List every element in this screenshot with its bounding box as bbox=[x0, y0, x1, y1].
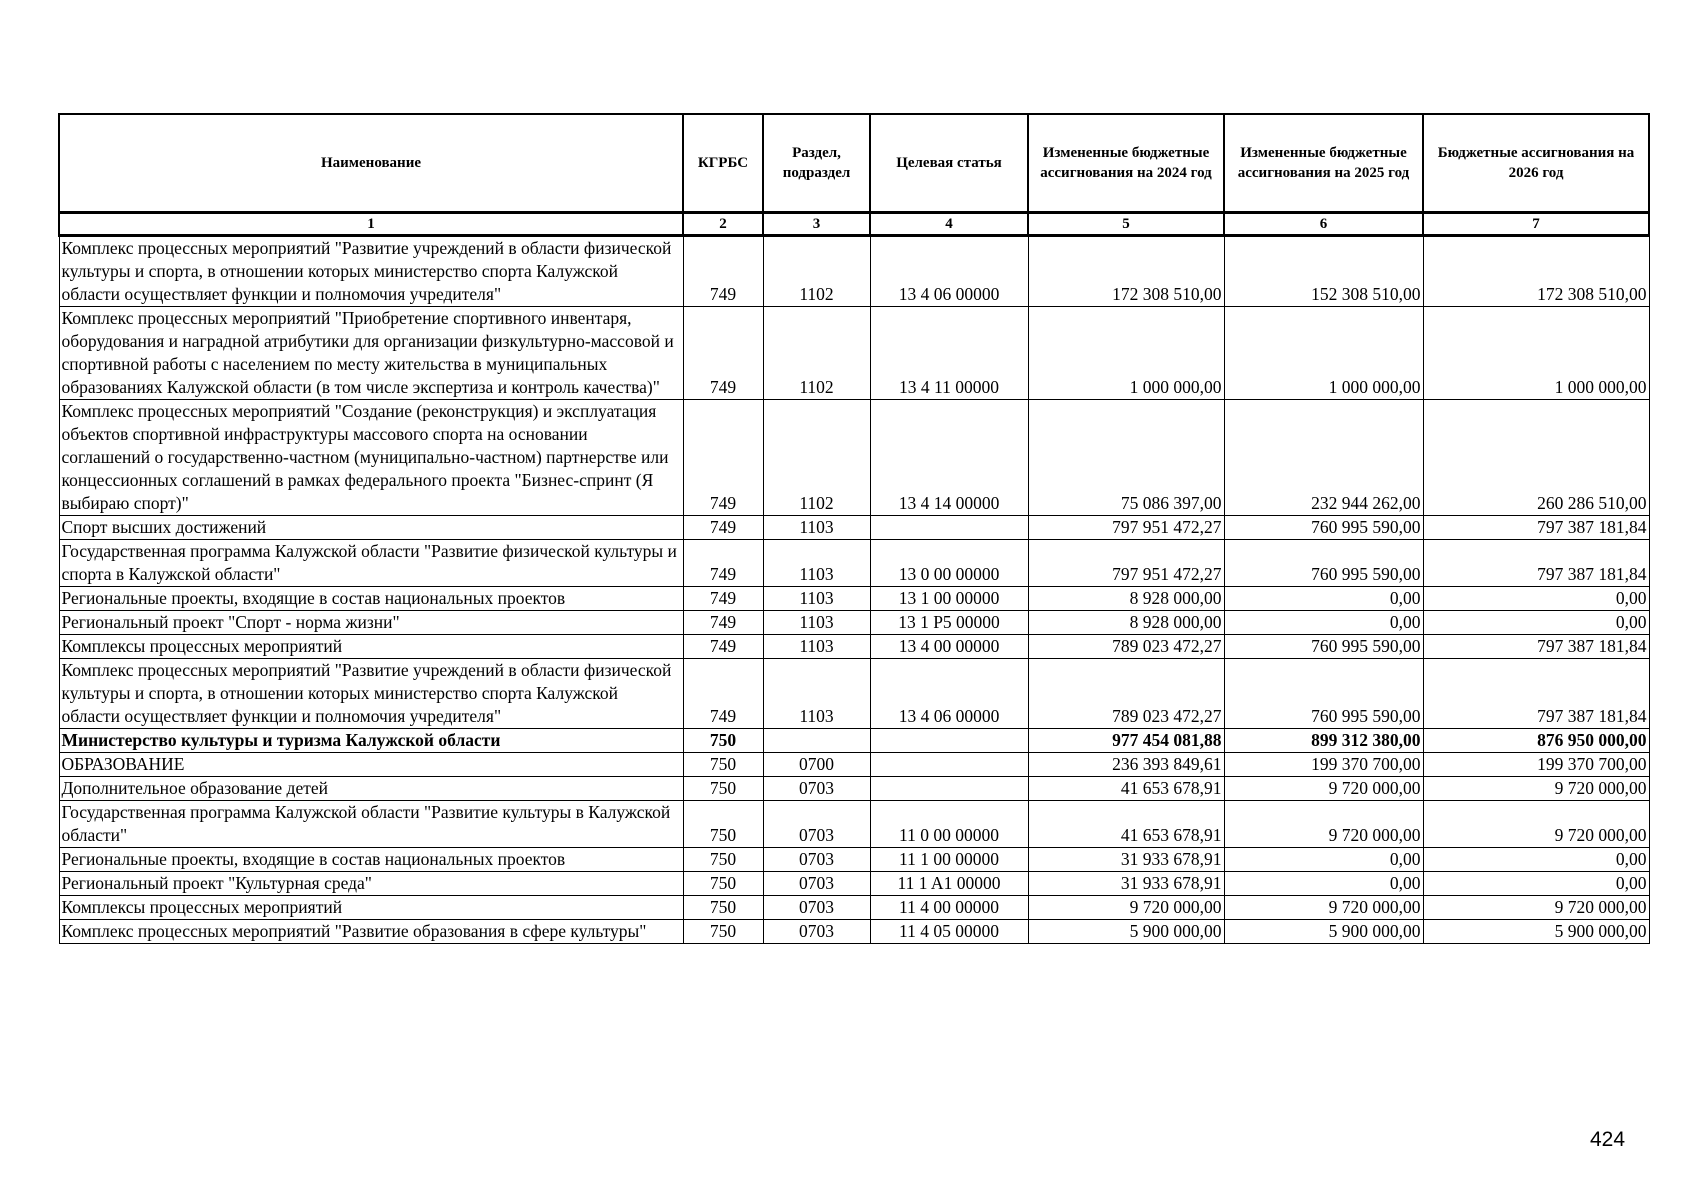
row-section: 1103 bbox=[763, 540, 870, 587]
row-target-article: 13 4 00 00000 bbox=[870, 635, 1028, 659]
row-allocation-2026: 0,00 bbox=[1423, 872, 1649, 896]
row-section: 1103 bbox=[763, 587, 870, 611]
column-number: 2 bbox=[683, 213, 763, 236]
budget-table-container bbox=[58, 113, 1648, 944]
row-section: 0703 bbox=[763, 920, 870, 944]
row-name: Региональные проекты, входящие в состав национальных проектов bbox=[59, 587, 683, 611]
row-section: 1103 bbox=[763, 516, 870, 540]
row-allocation-2025: 760 995 590,00 bbox=[1224, 635, 1423, 659]
row-name: ОБРАЗОВАНИЕ bbox=[59, 753, 683, 777]
table-row bbox=[59, 848, 1649, 872]
row-allocation-2024: 8 928 000,00 bbox=[1028, 587, 1224, 611]
row-allocation-2025: 760 995 590,00 bbox=[1224, 540, 1423, 587]
row-name: Государственная программа Калужской области "Развитие физической культуры и спорта в Калужской области" bbox=[59, 540, 683, 587]
row-allocation-2024: 797 951 472,27 bbox=[1028, 516, 1224, 540]
row-kgrbs: 750 bbox=[683, 753, 763, 777]
table-row bbox=[59, 540, 1649, 587]
row-allocation-2025: 199 370 700,00 bbox=[1224, 753, 1423, 777]
row-allocation-2024: 41 653 678,91 bbox=[1028, 777, 1224, 801]
row-target-article bbox=[870, 753, 1028, 777]
column-number-row bbox=[59, 213, 1649, 236]
column-number: 4 bbox=[870, 213, 1028, 236]
table-header-row bbox=[59, 114, 1649, 213]
row-section: 1102 bbox=[763, 400, 870, 516]
row-kgrbs: 749 bbox=[683, 540, 763, 587]
header-allocation-2026: Бюджетные ассигнования на 2026 год bbox=[1423, 114, 1649, 213]
table-row bbox=[59, 516, 1649, 540]
row-section: 0703 bbox=[763, 896, 870, 920]
row-target-article: 13 4 11 00000 bbox=[870, 307, 1028, 400]
header-name: Наименование bbox=[59, 114, 683, 213]
row-kgrbs: 749 bbox=[683, 587, 763, 611]
row-allocation-2024: 977 454 081,88 bbox=[1028, 729, 1224, 753]
row-allocation-2025: 9 720 000,00 bbox=[1224, 801, 1423, 848]
row-section: 1102 bbox=[763, 236, 870, 307]
row-allocation-2026: 260 286 510,00 bbox=[1423, 400, 1649, 516]
row-allocation-2024: 31 933 678,91 bbox=[1028, 848, 1224, 872]
row-target-article: 11 1 00 00000 bbox=[870, 848, 1028, 872]
row-section: 0703 bbox=[763, 801, 870, 848]
row-kgrbs: 749 bbox=[683, 516, 763, 540]
row-target-article: 11 1 A1 00000 bbox=[870, 872, 1028, 896]
header-allocation-2025: Измененные бюджетные ассигнования на 2025 год bbox=[1224, 114, 1423, 213]
row-allocation-2025: 0,00 bbox=[1224, 872, 1423, 896]
row-kgrbs: 749 bbox=[683, 659, 763, 729]
row-target-article: 11 0 00 00000 bbox=[870, 801, 1028, 848]
header-target-article: Целевая статья bbox=[870, 114, 1028, 213]
row-name: Региональные проекты, входящие в состав национальных проектов bbox=[59, 848, 683, 872]
row-allocation-2024: 172 308 510,00 bbox=[1028, 236, 1224, 307]
row-allocation-2024: 5 900 000,00 bbox=[1028, 920, 1224, 944]
table-row bbox=[59, 753, 1649, 777]
column-number: 1 bbox=[59, 213, 683, 236]
row-target-article bbox=[870, 777, 1028, 801]
row-allocation-2024: 41 653 678,91 bbox=[1028, 801, 1224, 848]
row-section: 1103 bbox=[763, 611, 870, 635]
table-row bbox=[59, 611, 1649, 635]
row-allocation-2025: 5 900 000,00 bbox=[1224, 920, 1423, 944]
row-kgrbs: 749 bbox=[683, 307, 763, 400]
row-target-article: 13 4 06 00000 bbox=[870, 236, 1028, 307]
row-allocation-2026: 199 370 700,00 bbox=[1423, 753, 1649, 777]
row-target-article: 13 1 P5 00000 bbox=[870, 611, 1028, 635]
row-allocation-2024: 236 393 849,61 bbox=[1028, 753, 1224, 777]
row-kgrbs: 749 bbox=[683, 236, 763, 307]
table-body bbox=[59, 236, 1649, 944]
row-allocation-2026: 5 900 000,00 bbox=[1423, 920, 1649, 944]
row-allocation-2024: 797 951 472,27 bbox=[1028, 540, 1224, 587]
row-name: Комплексы процессных мероприятий bbox=[59, 896, 683, 920]
row-allocation-2026: 797 387 181,84 bbox=[1423, 516, 1649, 540]
table-row bbox=[59, 400, 1649, 516]
row-section: 1103 bbox=[763, 659, 870, 729]
row-allocation-2024: 8 928 000,00 bbox=[1028, 611, 1224, 635]
row-allocation-2024: 31 933 678,91 bbox=[1028, 872, 1224, 896]
row-allocation-2026: 876 950 000,00 bbox=[1423, 729, 1649, 753]
row-name: Комплекс процессных мероприятий "Развитие образования в сфере культуры" bbox=[59, 920, 683, 944]
row-allocation-2025: 232 944 262,00 bbox=[1224, 400, 1423, 516]
row-kgrbs: 749 bbox=[683, 400, 763, 516]
row-allocation-2024: 789 023 472,27 bbox=[1028, 635, 1224, 659]
row-target-article: 11 4 05 00000 bbox=[870, 920, 1028, 944]
table-row bbox=[59, 635, 1649, 659]
row-section: 0703 bbox=[763, 777, 870, 801]
row-allocation-2026: 797 387 181,84 bbox=[1423, 659, 1649, 729]
page-number: 424 bbox=[1590, 1128, 1626, 1151]
row-name: Дополнительное образование детей bbox=[59, 777, 683, 801]
table-row bbox=[59, 872, 1649, 896]
column-number: 3 bbox=[763, 213, 870, 236]
row-allocation-2024: 1 000 000,00 bbox=[1028, 307, 1224, 400]
row-target-article: 11 4 00 00000 bbox=[870, 896, 1028, 920]
row-kgrbs: 749 bbox=[683, 611, 763, 635]
row-allocation-2026: 797 387 181,84 bbox=[1423, 540, 1649, 587]
row-allocation-2026: 0,00 bbox=[1423, 611, 1649, 635]
row-kgrbs: 749 bbox=[683, 635, 763, 659]
row-name: Государственная программа Калужской области "Развитие культуры в Калужской области" bbox=[59, 801, 683, 848]
table-row bbox=[59, 920, 1649, 944]
row-allocation-2026: 9 720 000,00 bbox=[1423, 777, 1649, 801]
row-allocation-2026: 9 720 000,00 bbox=[1423, 801, 1649, 848]
row-kgrbs: 750 bbox=[683, 801, 763, 848]
row-kgrbs: 750 bbox=[683, 920, 763, 944]
row-allocation-2025: 760 995 590,00 bbox=[1224, 659, 1423, 729]
column-number: 7 bbox=[1423, 213, 1649, 236]
budget-table bbox=[58, 113, 1650, 944]
row-name: Спорт высших достижений bbox=[59, 516, 683, 540]
row-name: Комплекс процессных мероприятий "Приобретение спортивного инвентаря, оборудования и наградной атрибутики для организации физкультурно-массовой и спортивной работы с населением по месту жительства в муниципальных образованиях Калужской области (в том числе экспертиза и контроль качества)" bbox=[59, 307, 683, 400]
row-section bbox=[763, 729, 870, 753]
column-number: 6 bbox=[1224, 213, 1423, 236]
row-kgrbs: 750 bbox=[683, 848, 763, 872]
row-section: 0700 bbox=[763, 753, 870, 777]
row-allocation-2025: 152 308 510,00 bbox=[1224, 236, 1423, 307]
row-name: Комплекс процессных мероприятий "Создание (реконструкция) и эксплуатация объектов спортивной инфраструктуры массового спорта на основании соглашений о государственно-частном (муниципально-частном) партнерстве или концессионных соглашений в рамках федерального проекта "Бизнес-спринт (Я выбираю спорт)" bbox=[59, 400, 683, 516]
row-allocation-2024: 75 086 397,00 bbox=[1028, 400, 1224, 516]
table-row bbox=[59, 236, 1649, 307]
row-allocation-2026: 797 387 181,84 bbox=[1423, 635, 1649, 659]
header-kgrbs: КГРБС bbox=[683, 114, 763, 213]
row-name: Комплексы процессных мероприятий bbox=[59, 635, 683, 659]
header-allocation-2024: Измененные бюджетные ассигнования на 2024 год bbox=[1028, 114, 1224, 213]
row-name: Комплекс процессных мероприятий "Развитие учреждений в области физической культуры и спорта, в отношении которых министерство спорта Калужской области осуществляет функции и полномочия учредителя" bbox=[59, 659, 683, 729]
row-kgrbs: 750 bbox=[683, 872, 763, 896]
row-allocation-2025: 760 995 590,00 bbox=[1224, 516, 1423, 540]
row-section: 0703 bbox=[763, 872, 870, 896]
row-allocation-2026: 9 720 000,00 bbox=[1423, 896, 1649, 920]
row-target-article: 13 4 06 00000 bbox=[870, 659, 1028, 729]
column-number: 5 bbox=[1028, 213, 1224, 236]
table-row bbox=[59, 896, 1649, 920]
row-allocation-2026: 172 308 510,00 bbox=[1423, 236, 1649, 307]
row-allocation-2026: 0,00 bbox=[1423, 587, 1649, 611]
row-allocation-2025: 1 000 000,00 bbox=[1224, 307, 1423, 400]
header-section: Раздел, подраздел bbox=[763, 114, 870, 213]
row-section: 0703 bbox=[763, 848, 870, 872]
row-target-article: 13 1 00 00000 bbox=[870, 587, 1028, 611]
row-target-article: 13 0 00 00000 bbox=[870, 540, 1028, 587]
row-allocation-2025: 0,00 bbox=[1224, 848, 1423, 872]
row-allocation-2024: 789 023 472,27 bbox=[1028, 659, 1224, 729]
table-row bbox=[59, 729, 1649, 753]
row-name: Министерство культуры и туризма Калужской области bbox=[59, 729, 683, 753]
row-allocation-2025: 0,00 bbox=[1224, 587, 1423, 611]
table-row bbox=[59, 587, 1649, 611]
row-target-article bbox=[870, 729, 1028, 753]
row-allocation-2025: 0,00 bbox=[1224, 611, 1423, 635]
row-allocation-2026: 0,00 bbox=[1423, 848, 1649, 872]
row-name: Региональный проект "Культурная среда" bbox=[59, 872, 683, 896]
row-allocation-2026: 1 000 000,00 bbox=[1423, 307, 1649, 400]
row-section: 1102 bbox=[763, 307, 870, 400]
row-target-article bbox=[870, 516, 1028, 540]
table-row bbox=[59, 777, 1649, 801]
table-row bbox=[59, 801, 1649, 848]
row-name: Региональный проект "Спорт - норма жизни" bbox=[59, 611, 683, 635]
row-kgrbs: 750 bbox=[683, 777, 763, 801]
row-kgrbs: 750 bbox=[683, 896, 763, 920]
row-allocation-2024: 9 720 000,00 bbox=[1028, 896, 1224, 920]
table-row bbox=[59, 659, 1649, 729]
table-row bbox=[59, 307, 1649, 400]
row-target-article: 13 4 14 00000 bbox=[870, 400, 1028, 516]
row-name: Комплекс процессных мероприятий "Развитие учреждений в области физической культуры и спорта, в отношении которых министерство спорта Калужской области осуществляет функции и полномочия учредителя" bbox=[59, 236, 683, 307]
row-kgrbs: 750 bbox=[683, 729, 763, 753]
row-allocation-2025: 9 720 000,00 bbox=[1224, 777, 1423, 801]
row-allocation-2025: 899 312 380,00 bbox=[1224, 729, 1423, 753]
row-section: 1103 bbox=[763, 635, 870, 659]
row-allocation-2025: 9 720 000,00 bbox=[1224, 896, 1423, 920]
